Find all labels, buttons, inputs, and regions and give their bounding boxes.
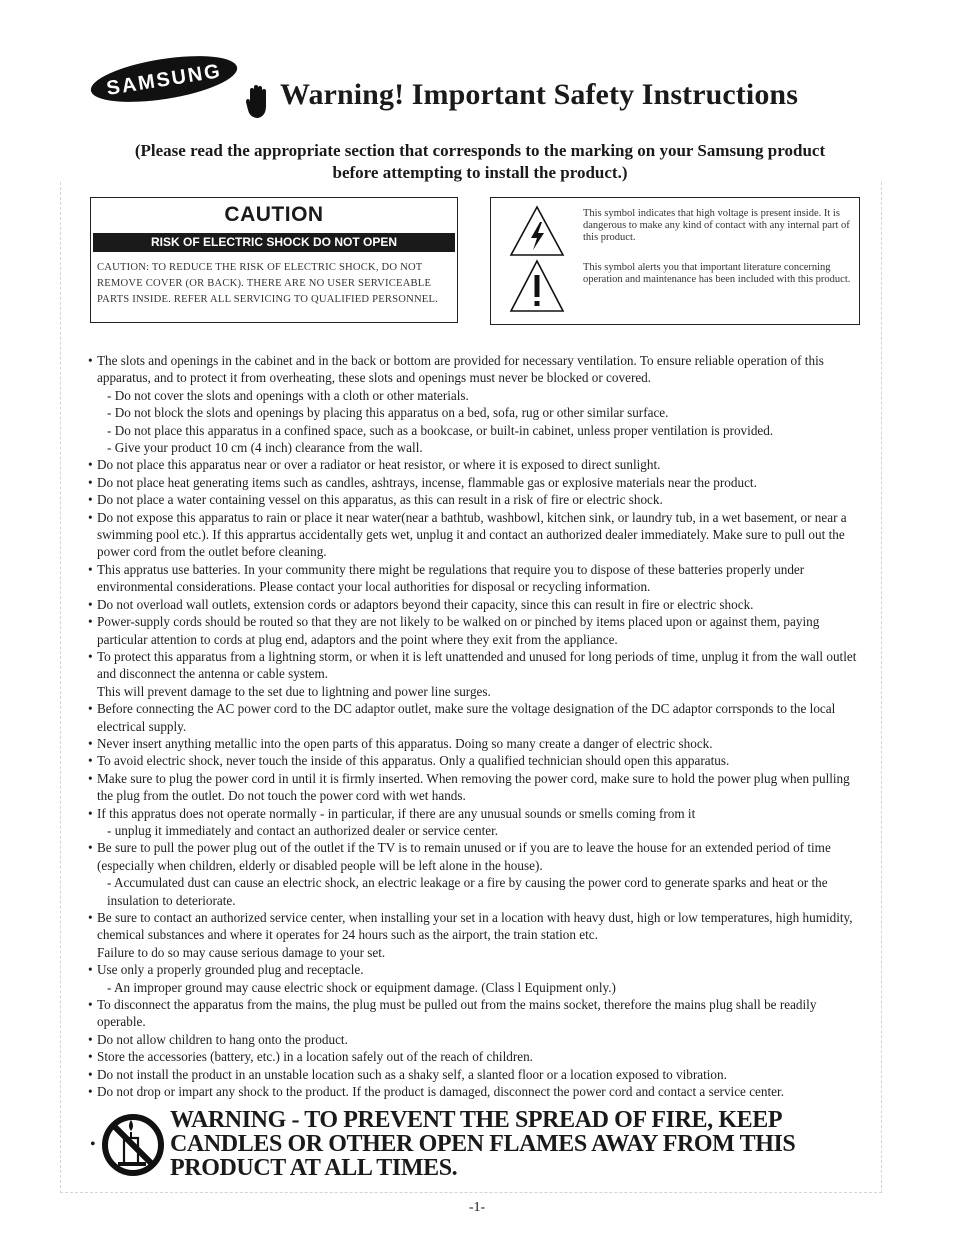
fire-warning-text	[170, 1108, 870, 1180]
list-item: • Do not place heat generating items such as candles, ashtrays, incense, flammable gas or explosive materials near the product.	[88, 474, 863, 491]
fire-warning-line-2: CANDLES OR OTHER OPEN FLAMES AWAY FROM THIS	[170, 1131, 796, 1157]
caution-text: CAUTION: TO REDUCE THE RISK OF ELECTRIC SHOCK, DO NOT REMOVE COVER (OR BACK). THERE ARE NO USER SERVICEABLE PARTS INSIDE. REFER ALL SERVICING TO QUALIFIED PERSONNEL.	[97, 262, 438, 305]
symbol-text-literature: This symbol alerts you that important literature concerning operation and maintenance has been included with this product.	[583, 262, 851, 285]
list-item: • Use only a properly grounded plug and receptacle. - An improper ground may cause electric shock or equipment damage. (Class l Equipment only.)	[88, 961, 863, 996]
fire-warning-line-3: PRODUCT AT ALL TIMES.	[170, 1155, 458, 1181]
list-item: • Power-supply cords should be routed so that they are not likely to be walked on or pinched by items placed upon or against them, paying particular attention to cords at plug end, adaptors and the point where they exit from the appliance.	[88, 613, 863, 648]
list-item: • Do not expose this apparatus to rain or place it near water(near a bathtub, washbowl, kitchen sink, or laundry tub, in a wet basement, or near a swimming pool etc.). If this apprartus accidentally gets wet, unplug it and contact an authorized dealer immediately. Make sure to pull out the power cord from the outlet before cleaning.	[88, 509, 863, 561]
caution-bar: RISK OF ELECTRIC SHOCK DO NOT OPEN	[93, 233, 455, 252]
list-item: • Never insert anything metallic into the open parts of this apparatus. Doing so many create a danger of electric shock.	[88, 735, 863, 752]
list-item: • To disconnect the apparatus from the mains, the plug must be pulled out from the mains socket, therefore the mains plug shall be readily operable.	[88, 996, 863, 1031]
subtitle	[100, 140, 860, 184]
sub-item: - Do not cover the slots and openings with a cloth or other materials.	[107, 387, 863, 404]
caution-title: CAUTION	[224, 203, 324, 226]
list-item: • If this appratus does not operate normally - in particular, if there are any unusual sounds or smells coming from it - unplug it immediately and contact an authorized dealer or service center.	[88, 805, 863, 840]
list-item: • To avoid electric shock, never touch the inside of this apparatus. Only a qualified technician should open this apparatus.	[88, 752, 863, 769]
sub-item: - Do not block the slots and openings by placing this apparatus on a bed, sofa, rug or other similar surface.	[107, 404, 863, 421]
sub-item: - unplug it immediately and contact an authorized dealer or service center.	[107, 822, 863, 839]
list-item: • Do not install the product in an unstable location such as a shaky self, a slanted floor or a location exposed to vibration.	[88, 1066, 863, 1083]
list-item: • Do not place a water containing vessel on this apparatus, as this can result in a risk of fire or electric shock.	[88, 491, 863, 508]
bullet-dot: •	[90, 1136, 96, 1153]
list-item: • Before connecting the AC power cord to the DC adaptor outlet, make sure the voltage designation of the DC adaptor corrsponds to the local electrical supply.	[88, 700, 863, 735]
list-item: • Store the accessories (battery, etc.) in a location safely out of the reach of children.	[88, 1048, 863, 1065]
list-item: • The slots and openings in the cabinet and in the back or bottom are provided for necessary ventilation. To ensure reliable operation of this apparatus, and to protect it from overheating, these slots and openings must never be blocked or covered. - Do not cover the slots and openings with a cloth or other materials. - Do not block the slots and openings by placing this apparatus on a bed, sofa, rug or other similar surface. - Do not place this apparatus in a confined space, such as a bookcase, or built-in cabinet, unless proper ventilation is provided. - Give your product 10 cm (4 inch) clearance from the wall.	[88, 352, 863, 456]
page-number: -1-	[468, 1200, 486, 1215]
fire-warning-line-1: WARNING - TO PREVENT THE SPREAD OF FIRE, KEEP	[170, 1107, 783, 1133]
list-item: • Do not drop or impart any shock to the product. If the product is damaged, disconnect the power cord and contact a service center.	[88, 1083, 863, 1100]
list-item: • Do not place this apparatus near or over a radiator or heat resistor, or where it is exposed to direct sunlight.	[88, 456, 863, 473]
sub-item: - Do not place this apparatus in a confined space, such as a bookcase, or built-in cabinet, unless proper ventilation is provided.	[107, 422, 863, 439]
page-title: Warning! Important Safety Instructions	[280, 78, 798, 111]
no-candle-icon	[100, 1112, 166, 1178]
list-item: • This appratus use batteries. In your community there might be regulations that require you to dispose of these batteries properly under environmental considerations. Please contact your local authorities for disposal or recycling information.	[88, 561, 863, 596]
samsung-logo	[88, 50, 240, 108]
sub-item: - Give your product 10 cm (4 inch) clearance from the wall.	[107, 439, 863, 456]
list-item: • Do not allow children to hang onto the product.	[88, 1031, 863, 1048]
continuation-text: This will prevent damage to the set due to lightning and power line surges.	[97, 683, 491, 699]
list-item: • Be sure to pull the power plug out of the outlet if the TV is to remain unused or if you are to leave the house for an extended period of time (especially when children, elderly or disabled people will be left alone in the house). - Accumulated dust can cause an electric shock, an electric leakage or a fire by causing the power cord to generate sparks and heat or the insulation to deteriorate.	[88, 839, 863, 909]
lightning-triangle-icon	[509, 204, 565, 258]
fire-warning	[90, 1108, 870, 1186]
sub-item: - Accumulated dust can cause an electric shock, an electric leakage or a fire by causing the power cord to generate sparks and heat or the insulation to deteriorate.	[107, 874, 863, 909]
symbol-row-voltage	[509, 204, 854, 262]
list-item: • Be sure to contact an authorized service center, when installing your set in a location with heavy dust, high or low temperatures, high humidity, chemical substances and where it operates for 24 hours such as the airport, the train station etc. Failure to do so may cause serious damage to your set.	[88, 909, 863, 961]
list-item: • Make sure to plug the power cord in until it is firmly inserted. When removing the power cord, make sure to hold the power plug when pulling the plug from the outlet. Do not touch the power cord with wet hands.	[88, 770, 863, 805]
caution-box	[90, 197, 458, 323]
list-item: • To protect this apparatus from a lightning storm, or when it is left unattended and unused for long periods of time, unplug it from the wall outlet and disconnect the antenna or cable system. This will prevent damage to the set due to lightning and power line surges.	[88, 648, 863, 700]
exclamation-triangle-icon	[509, 258, 565, 314]
subtitle-line-1: (Please read the appropriate section that corresponds to the marking on your Samsung product	[134, 141, 826, 160]
subtitle-line-2: before attempting to install the product.)	[332, 163, 628, 182]
symbol-box	[490, 197, 860, 325]
continuation-text: Failure to do so may cause serious damage to your set.	[97, 944, 386, 960]
hand-stop-icon	[244, 84, 272, 120]
sub-item: - An improper ground may cause electric shock or equipment damage. (Class l Equipment only.)	[107, 979, 863, 996]
symbol-text-voltage: This symbol indicates that high voltage is present inside. It is dangerous to make any kind of contact with any internal part of this product.	[583, 208, 850, 243]
safety-list	[88, 352, 863, 1100]
list-item: • Do not overload wall outlets, extension cords or adaptors beyond their capacity, since this can result in fire or electric shock.	[88, 596, 863, 613]
symbol-row-literature	[509, 258, 854, 316]
brand-text: SAMSUNG	[105, 60, 224, 100]
